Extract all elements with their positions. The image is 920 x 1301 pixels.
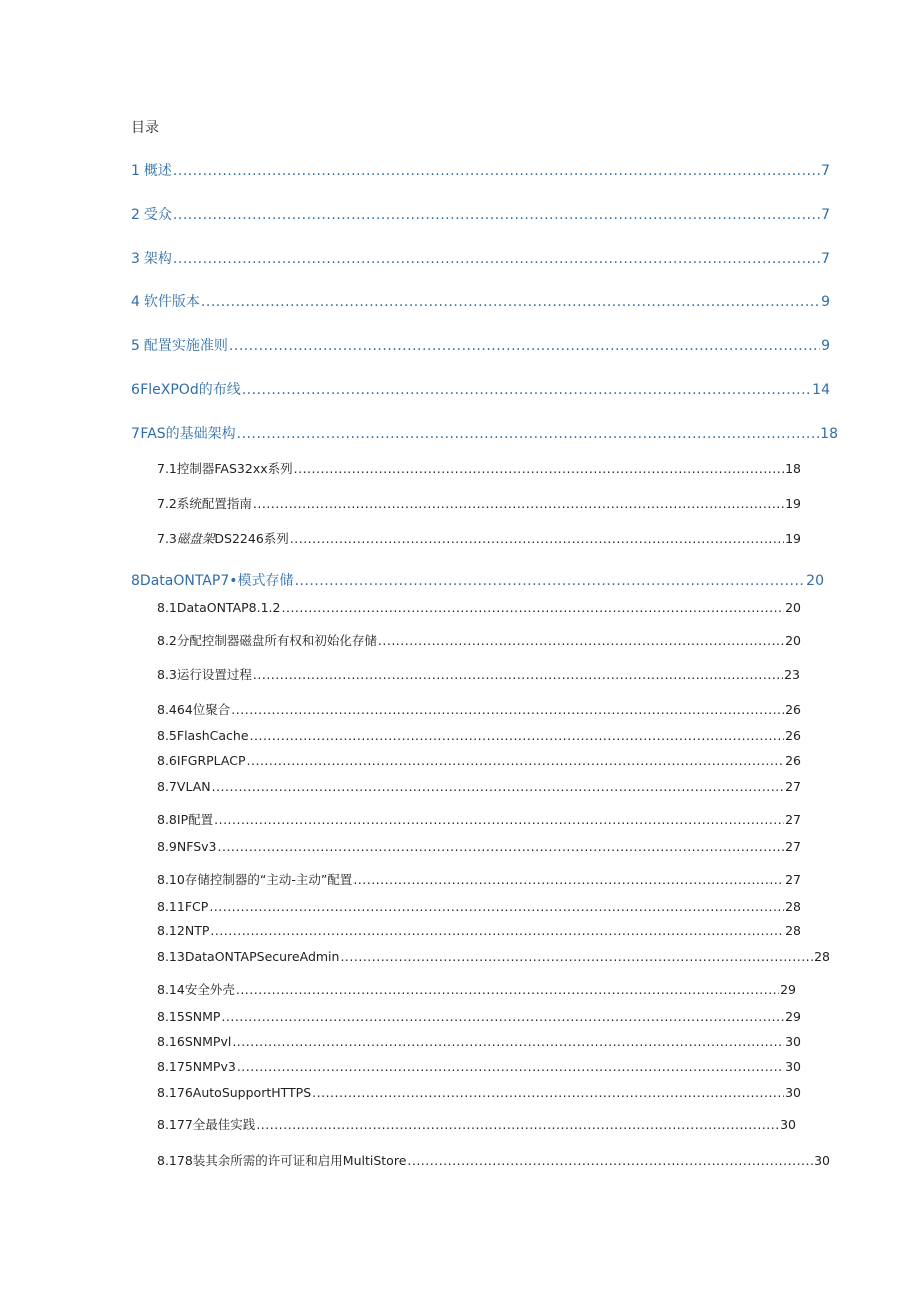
toc-entry-8-8[interactable] [157, 810, 801, 828]
toc-entry-page: 28 [814, 949, 830, 964]
dot-leader [340, 949, 813, 964]
toc-entry-number: 7.1 [157, 461, 177, 476]
toc-entry-number: 6 [131, 382, 140, 398]
toc-entry-page: 26 [785, 702, 801, 717]
toc-entry-number: 8.6 [157, 753, 177, 768]
toc-entry-label: FleXPOd的布线 [140, 382, 241, 398]
toc-entry-2[interactable] [131, 204, 830, 224]
toc-entry-number: 8.176 [157, 1085, 193, 1100]
dot-leader [209, 899, 784, 914]
toc-entry-7-3[interactable] [157, 529, 801, 547]
toc-entry-label: DataONTAP7•模式存储 [139, 573, 294, 589]
dot-leader [378, 633, 784, 648]
toc-entry-8-178[interactable] [157, 1151, 830, 1169]
toc-entry-page: 18 [785, 461, 801, 476]
toc-entry-page: 30 [785, 1034, 801, 1049]
toc-entry-1[interactable] [131, 160, 830, 180]
toc-entry-label: SNMP [184, 1009, 221, 1024]
toc-entry-number: 8.7 [157, 779, 177, 794]
toc-entry-number: 7.3 [157, 531, 177, 546]
toc-entry-label-rest: DS2246系列 [214, 531, 289, 546]
toc-entry-number: 1 [131, 163, 140, 179]
toc-entry-label: IFGRPLACP [176, 753, 246, 768]
toc-entry-label: 控制器FAS32xx系列 [176, 461, 293, 476]
toc-entry-label: 运行设置过程 [176, 667, 252, 682]
toc-entry-page: 30 [785, 1059, 801, 1074]
toc-entry-4[interactable] [131, 291, 830, 311]
toc-entry-page: 27 [785, 812, 801, 827]
toc-entry-label: 安全外壳 [184, 982, 235, 997]
dot-leader [212, 779, 784, 794]
toc-entry-label: 受众 [143, 207, 172, 223]
toc-entry-number: 8.175 [157, 1059, 193, 1074]
dot-leader [214, 812, 784, 827]
toc-entry-page: 30 [780, 1117, 796, 1132]
toc-entry-label: SNMPvl [184, 1034, 232, 1049]
dot-leader [312, 1085, 784, 1100]
toc-entry-8-11[interactable] [157, 899, 801, 914]
toc-entry-number: 8 [131, 573, 140, 589]
toc-entry-page: 9 [821, 294, 830, 310]
toc-entry-page: 7 [821, 163, 830, 179]
toc-entry-label: 64位聚合 [176, 702, 231, 717]
dot-leader [231, 702, 784, 717]
toc-entry-page: 7 [821, 251, 830, 267]
toc-entry-8-5[interactable] [157, 728, 801, 743]
dot-leader [237, 426, 820, 442]
toc-entry-8-14[interactable] [157, 980, 796, 998]
toc-entry-label: 全最佳实践 [192, 1117, 256, 1132]
toc-entry-7-2[interactable] [157, 494, 801, 512]
toc-entry-8-1[interactable] [157, 600, 801, 615]
toc-entry-label: NTP [184, 923, 210, 938]
toc-entry-8-3[interactable] [157, 665, 800, 683]
dot-leader [247, 753, 785, 768]
toc-entry-number: 8.177 [157, 1117, 193, 1132]
toc-entry-page: 26 [785, 728, 801, 743]
toc-entry-number: 8.1 [157, 600, 177, 615]
dot-leader [295, 573, 806, 589]
toc-entry-label: 配置实施准则 [143, 338, 228, 354]
toc-entry-number: 8.5 [157, 728, 177, 743]
toc-entry-label: NMPv3 [192, 1059, 236, 1074]
dot-leader [407, 1153, 813, 1168]
dot-leader [256, 1117, 779, 1132]
toc-entry-7-1[interactable] [157, 459, 801, 477]
toc-entry-8-12[interactable] [157, 923, 801, 938]
toc-entry-page: 28 [785, 923, 801, 938]
toc-entry-page: 20 [806, 573, 824, 589]
dot-leader [173, 251, 820, 267]
toc-entry-label: DataONTAPSecureAdmin [184, 949, 340, 964]
toc-entry-label: 系统配置指南 [176, 496, 252, 511]
toc-entry-label: IP配置 [176, 812, 214, 827]
toc-entry-number: 8.15 [157, 1009, 185, 1024]
toc-entry-page: 14 [812, 382, 830, 398]
toc-entry-label: FCP [184, 899, 209, 914]
toc-entry-8-15[interactable] [157, 1009, 801, 1024]
toc-entry-7[interactable] [131, 423, 838, 443]
toc-entry-number: 8.12 [157, 923, 185, 938]
toc-entry-8-176[interactable] [157, 1085, 801, 1100]
toc-entry-8-175[interactable] [157, 1059, 801, 1074]
toc-entry-label: VLAN [176, 779, 211, 794]
toc-entry-page: 30 [814, 1153, 830, 1168]
toc-entry-number: 8.10 [157, 872, 185, 887]
dot-leader [250, 728, 785, 743]
toc-entry-label: 概述 [143, 163, 172, 179]
toc-entry-number: 8.2 [157, 633, 177, 648]
toc-entry-page: 19 [785, 531, 801, 546]
toc-entry-8-13[interactable] [157, 949, 830, 964]
toc-entry-page: 23 [784, 667, 800, 682]
toc-entry-page: 20 [785, 633, 801, 648]
toc-entry-8-9[interactable] [157, 839, 801, 854]
dot-leader [294, 461, 784, 476]
toc-entry-page: 28 [785, 899, 801, 914]
dot-leader [201, 294, 820, 310]
dot-leader [242, 382, 811, 398]
toc-entry-page: 27 [785, 779, 801, 794]
dot-leader [236, 982, 779, 997]
toc-entry-label: FAS的基础架构 [140, 426, 236, 442]
toc-entry-8-10[interactable] [157, 870, 801, 888]
toc-entry-number: 7 [131, 426, 140, 442]
dot-leader [229, 338, 820, 354]
toc-entry-page: 19 [785, 496, 801, 511]
toc-entry-number: 8.3 [157, 667, 177, 682]
toc-title: 目录 [131, 120, 159, 136]
dot-leader [290, 531, 784, 546]
toc-entry-page: 30 [785, 1085, 801, 1100]
dot-leader [210, 923, 784, 938]
dot-leader [353, 872, 784, 887]
toc-entry-label: FlashCache [176, 728, 249, 743]
toc-entry-8-7[interactable] [157, 779, 801, 794]
dot-leader [253, 496, 784, 511]
toc-entry-number: 8.178 [157, 1153, 193, 1168]
toc-entry-number: 8.16 [157, 1034, 185, 1049]
toc-entry-label: 磁盘架 [176, 531, 215, 546]
toc-entry-page: 9 [821, 338, 830, 354]
toc-entry-label: 软件版本 [143, 294, 200, 310]
toc-entry-number: 4 [131, 294, 140, 310]
toc-entry-number: 8.4 [157, 702, 177, 717]
toc-entry-3[interactable] [131, 248, 830, 268]
dot-leader [282, 600, 785, 615]
dot-leader [237, 1059, 784, 1074]
toc-entry-8[interactable] [131, 570, 824, 590]
toc-entry-label: AutoSupportHTTPS [192, 1085, 312, 1100]
toc-entry-8-6[interactable] [157, 753, 801, 768]
toc-entry-number: 7.2 [157, 496, 177, 511]
toc-entry-page: 20 [785, 600, 801, 615]
toc-entry-page: 29 [780, 982, 796, 997]
toc-entry-number: 8.13 [157, 949, 185, 964]
toc-entry-page: 27 [785, 872, 801, 887]
toc-entry-page: 27 [785, 839, 801, 854]
toc-entry-8-16[interactable] [157, 1034, 801, 1049]
toc-entry-page: 7 [821, 207, 830, 223]
toc-entry-number: 8.9 [157, 839, 177, 854]
toc-entry-number: 5 [131, 338, 140, 354]
toc-entry-8-2[interactable] [157, 631, 801, 649]
toc-entry-6[interactable] [131, 379, 830, 399]
toc-entry-number: 3 [131, 251, 140, 267]
toc-entry-number: 8.11 [157, 899, 185, 914]
toc-entry-label: NFSv3 [176, 839, 217, 854]
dot-leader [253, 667, 783, 682]
toc-entry-page: 26 [785, 753, 801, 768]
dot-leader [221, 1009, 784, 1024]
toc-entry-8-177[interactable] [157, 1115, 796, 1133]
toc-entry-page: 29 [785, 1009, 801, 1024]
dot-leader [232, 1034, 784, 1049]
toc-entry-8-4[interactable] [157, 700, 801, 718]
toc-entry-page: 18 [820, 426, 838, 442]
toc-entry-number: 2 [131, 207, 140, 223]
toc-entry-label: 分配控制器磁盘所有权和初始化存储 [176, 633, 377, 648]
dot-leader [173, 207, 820, 223]
toc-entry-number: 8.8 [157, 812, 177, 827]
toc-entry-label: 存储控制器的“主动-主动”配置 [184, 872, 353, 887]
dot-leader [173, 163, 820, 179]
toc-entry-number: 8.14 [157, 982, 185, 997]
toc-entry-label: DataONTAP8.1.2 [176, 600, 281, 615]
toc-entry-label: 架构 [143, 251, 172, 267]
toc-entry-5[interactable] [131, 335, 830, 355]
dot-leader [218, 839, 785, 854]
toc-entry-label: 装其余所需的许可证和启用MultiStore [192, 1153, 407, 1168]
